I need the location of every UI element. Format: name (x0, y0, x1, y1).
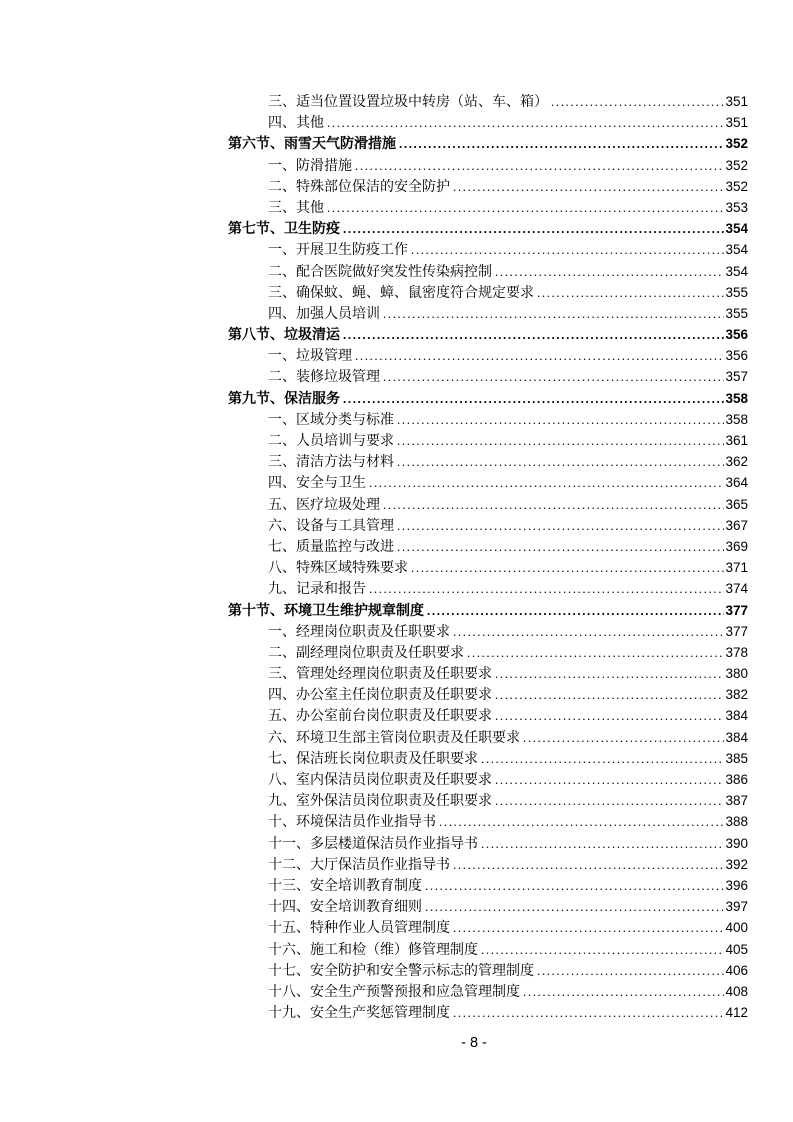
toc-entry[interactable] (228, 303, 748, 324)
toc-leader-dots (369, 578, 724, 600)
toc-entry-title: 十九、安全生产奖惩管理制度 (268, 1006, 450, 1022)
toc-entry-title: 六、环境卫生部主管岗位职责及任职要求 (268, 730, 520, 746)
toc-entry[interactable] (228, 748, 748, 769)
toc-entry-title: 三、适当位置设置垃圾中转房（站、车、箱） (268, 95, 548, 110)
toc-entry-page: 371 (725, 560, 748, 576)
toc-entry-title: 第七节、卫生防疫 (228, 222, 340, 238)
toc-leader-dots (453, 621, 724, 643)
toc-entry[interactable] (228, 663, 748, 684)
toc-entry[interactable] (228, 218, 748, 239)
toc-entry-title: 第十节、环境卫生维护规章制度 (228, 603, 424, 619)
toc-entry[interactable] (228, 536, 748, 557)
toc-entry[interactable] (228, 494, 748, 515)
toc-entry-page: 354 (725, 263, 748, 279)
toc-leader-dots (425, 896, 724, 918)
toc-entry-title: 十八、安全生产预警预报和应急管理制度 (268, 984, 520, 1000)
toc-leader-dots (495, 663, 724, 685)
toc-entry-title: 一、开展卫生防疫工作 (268, 243, 408, 259)
toc-leader-dots (383, 494, 724, 516)
toc-entry-page: 354 (725, 221, 748, 237)
toc-entry-page: 351 (725, 94, 748, 109)
toc-entry-page: 351 (725, 115, 748, 131)
toc-entry-page: 378 (725, 644, 748, 660)
toc-leader-dots (327, 197, 724, 219)
toc-entry-page: 388 (725, 814, 748, 830)
toc-entry-page: 397 (725, 899, 748, 915)
toc-leader-dots (523, 981, 724, 1003)
toc-entry-title: 十六、施工和检（维）修管理制度 (268, 942, 478, 958)
toc-leader-dots (369, 472, 724, 494)
toc-entry-page: 357 (725, 369, 748, 385)
toc-leader-dots (411, 557, 724, 579)
toc-leader-dots (343, 218, 724, 240)
toc-entry[interactable] (228, 261, 748, 282)
toc-entry[interactable] (228, 239, 748, 260)
toc-entry[interactable] (228, 833, 748, 854)
toc-entry[interactable] (228, 409, 748, 430)
toc-leader-dots (439, 811, 724, 833)
toc-entry[interactable] (228, 282, 748, 303)
toc-entry[interactable] (228, 345, 748, 366)
toc-entry-title: 五、办公室前台岗位职责及任职要求 (268, 709, 492, 725)
toc-entry-page: 382 (725, 687, 748, 703)
toc-entry-page: 356 (725, 348, 748, 364)
toc-leader-dots (467, 642, 724, 664)
toc-entry-title: 四、加强人员培训 (268, 306, 380, 322)
toc-entry-title: 第九节、保洁服务 (228, 391, 340, 407)
toc-leader-dots (453, 854, 724, 876)
toc-entry-title: 七、质量监控与改进 (268, 539, 394, 555)
toc-entry-page: 367 (725, 517, 748, 533)
toc-entry-page: 362 (725, 454, 748, 470)
toc-entry-title: 二、配合医院做好突发性传染病控制 (268, 264, 492, 280)
toc-entry-page: 374 (725, 581, 748, 597)
toc-leader-dots (411, 239, 724, 261)
toc-leader-dots (399, 133, 724, 155)
toc-leader-dots (343, 324, 724, 346)
toc-entry-page: 352 (725, 157, 748, 173)
toc-entry-title: 四、办公室主任岗位职责及任职要求 (268, 688, 492, 704)
toc-entry-page: 369 (725, 538, 748, 554)
toc-entry-title: 十五、特种作业人员管理制度 (268, 921, 450, 937)
toc-leader-dots (397, 409, 724, 431)
toc-entry-page: 387 (725, 793, 748, 809)
toc-entry-title: 四、安全与卫生 (268, 476, 366, 492)
toc-leader-dots (397, 515, 724, 537)
toc-entry-title: 七、保洁班长岗位职责及任职要求 (268, 751, 478, 767)
toc-entry-page: 406 (725, 962, 748, 978)
toc-entry-title: 四、其他 (268, 116, 324, 132)
toc-entry-page: 392 (725, 856, 748, 872)
toc-entry-title: 二、人员培训与要求 (268, 434, 394, 449)
toc-entry-page: 355 (725, 284, 748, 300)
toc-entry-page: 358 (725, 411, 748, 427)
toc-entry[interactable] (228, 684, 748, 705)
toc-leader-dots (495, 790, 724, 812)
toc-entry-page: 377 (725, 623, 748, 639)
toc-entry-page: 412 (725, 1005, 748, 1021)
toc-leader-dots (383, 303, 724, 325)
toc-entry[interactable] (228, 811, 748, 832)
toc-entry-page: 352 (725, 178, 748, 194)
toc-entry-title: 十七、安全防护和安全警示标志的管理制度 (268, 963, 534, 979)
toc-entry-title: 三、管理处经理岗位职责及任职要求 (268, 667, 492, 683)
toc-entry-title: 一、防滑措施 (268, 158, 352, 174)
toc-entry-title: 一、区域分类与标准 (268, 412, 394, 428)
toc-entry-title: 十二、大厅保洁员作业指导书 (268, 857, 450, 873)
toc-leader-dots (355, 155, 724, 177)
toc-entry-page: 361 (725, 433, 748, 448)
toc-entry[interactable] (228, 600, 748, 621)
toc-entry-page: 356 (725, 327, 748, 343)
toc-leader-dots (495, 769, 724, 791)
toc-entry-page: 405 (725, 941, 748, 957)
toc-entry-title: 一、经理岗位职责及任职要求 (268, 624, 450, 640)
toc-entry-page: 353 (725, 199, 748, 215)
toc-leader-dots (327, 112, 724, 134)
toc-entry-title: 第八节、垃圾清运 (228, 328, 340, 344)
toc-entry[interactable] (228, 621, 748, 642)
toc-entry[interactable] (228, 854, 748, 875)
toc-entry[interactable] (228, 472, 748, 493)
toc-entry-title: 十一、多层楼道保洁员作业指导书 (268, 836, 478, 852)
toc-leader-dots (523, 727, 724, 749)
toc-leader-dots (453, 176, 724, 198)
toc-leader-dots (397, 536, 724, 558)
toc-entry[interactable] (228, 451, 748, 472)
toc-leader-dots (427, 600, 724, 622)
toc-entry[interactable] (228, 197, 748, 218)
toc-leader-dots (343, 388, 724, 410)
toc-entry-title: 六、设备与工具管理 (268, 518, 394, 534)
toc-entry-page: 384 (725, 729, 748, 745)
toc-entry-title: 三、清洁方法与材料 (268, 455, 394, 471)
toc-entry[interactable] (228, 896, 748, 917)
toc-leader-dots (453, 1002, 724, 1024)
toc-leader-dots (453, 917, 724, 939)
toc-entry-page: 355 (725, 305, 748, 321)
toc-entry-title: 二、装修垃圾管理 (268, 370, 380, 386)
toc-entry-page: 354 (725, 242, 748, 258)
toc-entry[interactable] (228, 133, 748, 154)
toc-entry[interactable] (228, 705, 748, 726)
toc-entry-page: 408 (725, 983, 748, 999)
toc-entry-page: 386 (725, 772, 748, 787)
toc-leader-dots (537, 960, 724, 982)
toc-entry-page: 385 (725, 750, 748, 766)
toc-entry[interactable] (228, 430, 748, 451)
toc-entry-title: 二、特殊部位保洁的安全防护 (268, 179, 450, 195)
toc-entry[interactable] (228, 727, 748, 748)
toc-entry-page: 400 (725, 920, 748, 936)
toc-entry-title: 三、确保蚊、蝇、蟑、鼠密度符合规定要求 (268, 285, 534, 301)
table-of-contents (228, 91, 748, 1023)
toc-entry[interactable] (228, 366, 748, 387)
toc-leader-dots (355, 345, 724, 367)
toc-entry-title: 十、环境保洁员作业指导书 (268, 815, 436, 831)
toc-entry[interactable] (228, 875, 748, 896)
toc-leader-dots (481, 748, 724, 770)
toc-entry-page: 364 (725, 475, 748, 491)
toc-entry-title: 八、室内保洁员岗位职责及任职要求 (268, 773, 492, 788)
toc-leader-dots (397, 430, 724, 452)
toc-entry[interactable] (228, 324, 748, 345)
toc-entry-title: 十四、安全培训教育细则 (268, 900, 422, 916)
toc-entry[interactable] (228, 769, 748, 790)
toc-entry-title: 八、特殊区域特殊要求 (268, 561, 408, 577)
toc-entry-title: 三、其他 (268, 200, 324, 216)
toc-entry-title: 九、室外保洁员岗位职责及任职要求 (268, 794, 492, 810)
toc-entry-title: 十三、安全培训教育制度 (268, 878, 422, 894)
toc-entry[interactable] (228, 515, 748, 536)
toc-entry[interactable] (228, 642, 748, 663)
toc-leader-dots (551, 91, 724, 113)
toc-entry[interactable] (228, 557, 748, 578)
toc-entry[interactable] (228, 960, 748, 981)
toc-entry[interactable] (228, 112, 748, 133)
toc-entry-title: 一、垃圾管理 (268, 349, 352, 365)
toc-entry-title: 第六节、雨雪天气防滑措施 (228, 137, 396, 153)
toc-leader-dots (383, 366, 724, 388)
toc-entry-title: 五、医疗垃圾处理 (268, 497, 380, 513)
toc-entry-title: 二、副经理岗位职责及任职要求 (268, 645, 464, 661)
toc-entry[interactable] (228, 388, 748, 409)
toc-leader-dots (495, 705, 724, 727)
toc-entry[interactable] (228, 176, 748, 197)
toc-entry[interactable] (228, 578, 748, 599)
footer-page-number: - 8 - (461, 1035, 487, 1051)
toc-leader-dots (537, 282, 724, 304)
toc-leader-dots (495, 684, 724, 706)
toc-entry-page: 390 (725, 835, 748, 851)
toc-entry-page: 377 (725, 602, 748, 618)
toc-entry[interactable] (228, 1002, 748, 1023)
toc-entry-page: 365 (725, 496, 748, 512)
toc-leader-dots (481, 939, 724, 961)
toc-entry[interactable] (228, 155, 748, 176)
toc-leader-dots (495, 261, 724, 283)
toc-entry[interactable] (228, 91, 748, 112)
toc-entry[interactable] (228, 790, 748, 811)
toc-leader-dots (481, 833, 724, 855)
toc-leader-dots (425, 875, 724, 897)
toc-leader-dots (397, 451, 724, 473)
toc-entry-page: 384 (725, 708, 748, 724)
toc-entry-page: 358 (725, 390, 748, 406)
toc-entry-page: 380 (725, 666, 748, 682)
toc-entry-page: 396 (725, 877, 748, 893)
toc-entry-page: 352 (725, 136, 748, 152)
toc-entry-title: 九、记录和报告 (268, 582, 366, 598)
toc-entry[interactable] (228, 917, 748, 938)
toc-entry[interactable] (228, 981, 748, 1002)
toc-entry[interactable] (228, 939, 748, 960)
